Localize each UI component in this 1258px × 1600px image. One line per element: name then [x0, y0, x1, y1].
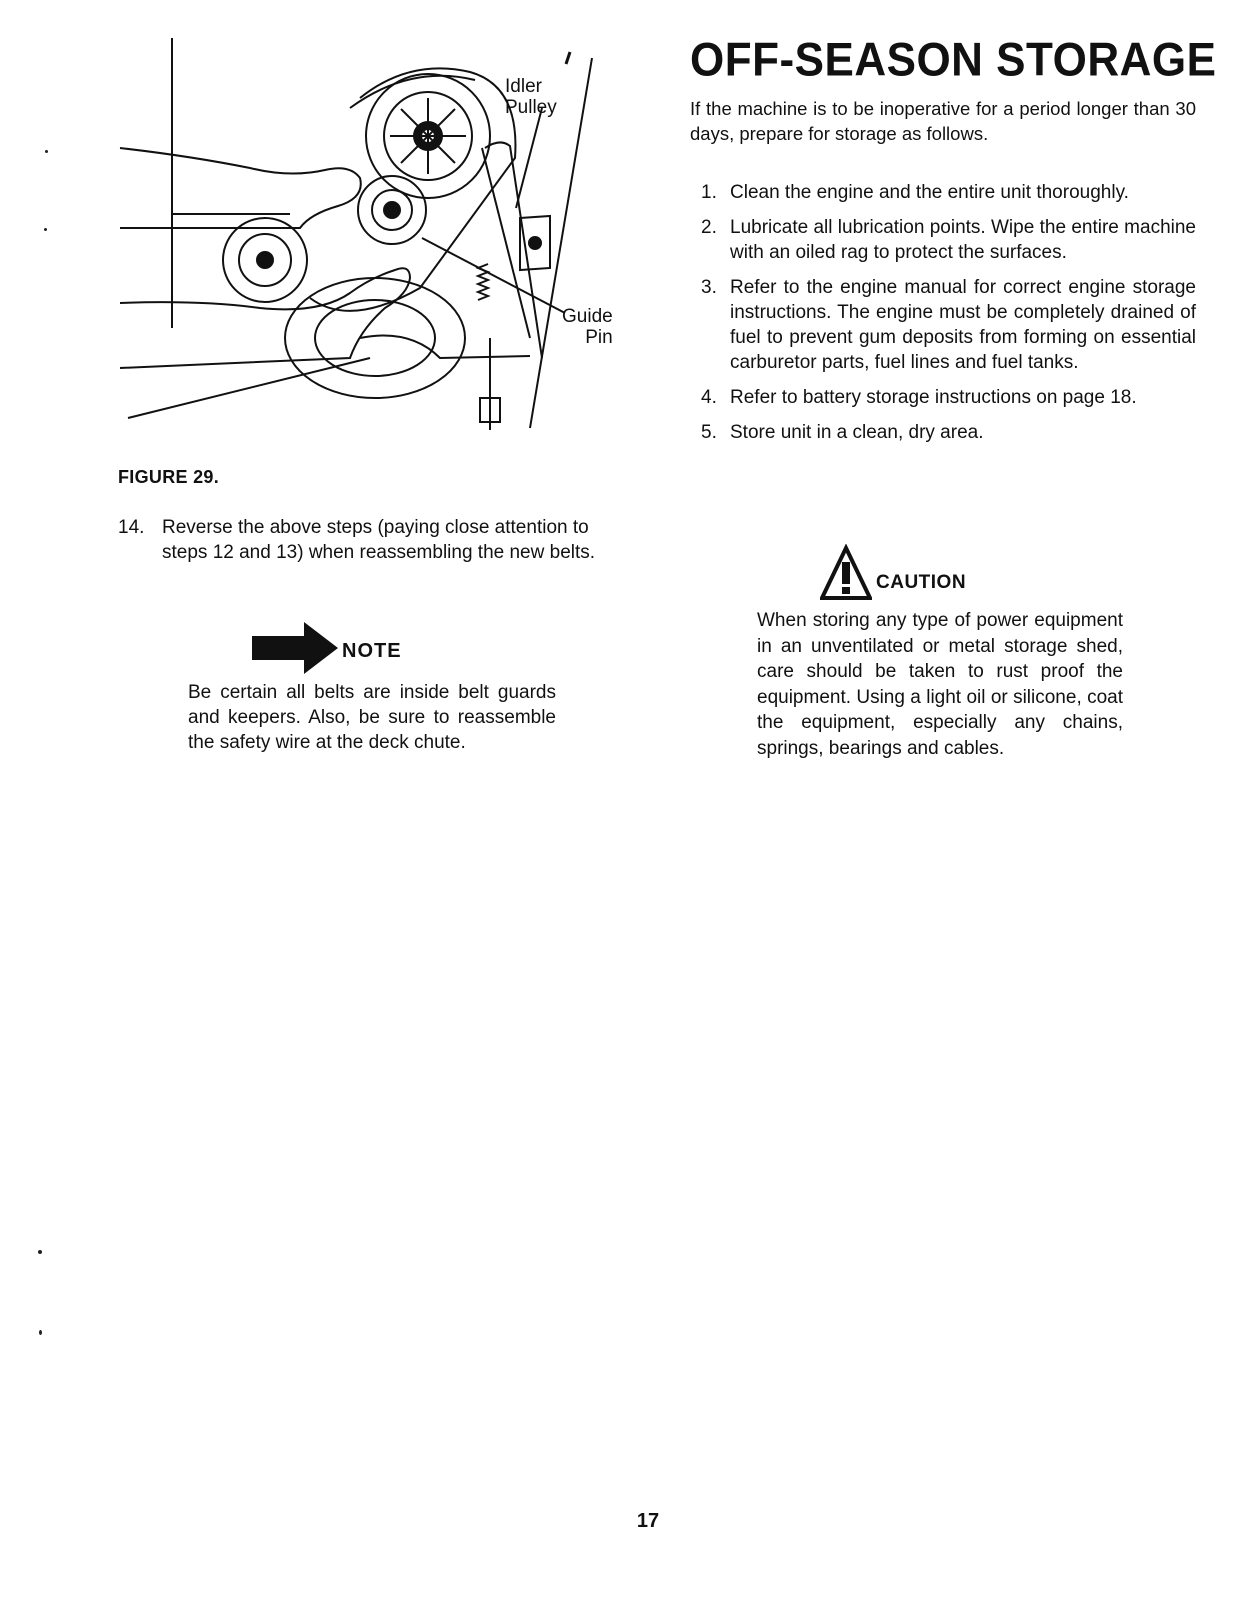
step-number: 1.	[701, 182, 717, 203]
step-text: Clean the engine and the entire unit thoroughly.	[730, 182, 1129, 203]
guide-callout-line-1: Guide	[562, 306, 613, 327]
step-number: 2.	[701, 217, 717, 238]
note-label: NOTE	[342, 640, 402, 662]
scan-speck	[38, 1250, 42, 1254]
section-intro: If the machine is to be inoperative for a period longer than 30 days, prepare for storage as follows.	[690, 98, 1196, 144]
guide-callout-line-2: Pin	[585, 327, 613, 348]
note-heading	[252, 620, 472, 680]
idler-callout-line-1: Idler	[505, 76, 542, 97]
step-14	[118, 515, 638, 565]
page-number: 17	[636, 1510, 660, 1532]
scan-speck	[45, 150, 48, 153]
warning-triangle-icon	[820, 544, 872, 602]
step-text: Refer to battery storage instructions on page 18.	[730, 387, 1137, 408]
caution-heading	[820, 544, 1020, 604]
guide-pin-callout	[562, 306, 613, 348]
step-number: 4.	[701, 387, 717, 408]
figure-29-illustration	[110, 38, 630, 448]
list-item	[690, 385, 1196, 410]
caution-text: When storing any type of power equipment in an unventilated or metal storage shed, care should be taken to rust proof the equipment. Using a light oil or silicone, coat the equipment, especially any chains, springs, bearings and cables.	[757, 610, 1123, 759]
list-item	[690, 180, 1196, 205]
figure-caption: FIGURE 29.	[118, 467, 220, 487]
step-14-text: Reverse the above steps (paying close attention to steps 12 and 13) when reassembling the new belts.	[162, 517, 596, 563]
arrow-right-icon	[252, 620, 338, 676]
step-14-number: 14.	[118, 517, 145, 538]
section-title: OFF-SEASON STORAGE	[690, 33, 1217, 87]
idler-callout-line-2: Pulley	[505, 97, 557, 118]
idler-pulley-callout	[505, 76, 557, 118]
storage-steps-list	[690, 180, 1196, 455]
list-item	[690, 275, 1196, 375]
note-text: Be certain all belts are inside belt guards and keepers. Also, be sure to reassemble the safety wire at the deck chute.	[188, 682, 556, 753]
step-text: Lubricate all lubrication points. Wipe the entire machine with an oiled rag to protect the surfaces.	[730, 217, 1196, 263]
list-item	[690, 420, 1196, 445]
step-text: Store unit in a clean, dry area.	[730, 422, 984, 443]
step-text: Refer to the engine manual for correct engine storage instructions. The engine must be completely drained of fuel to prevent gum deposits from forming on essential carburetor parts, fuel lines and fuel tanks.	[730, 277, 1196, 373]
list-item	[690, 215, 1196, 265]
caution-label: CAUTION	[876, 572, 967, 593]
scan-speck	[39, 1330, 42, 1335]
step-number: 3.	[701, 277, 717, 298]
scan-speck	[44, 228, 47, 231]
step-number: 5.	[701, 422, 717, 443]
